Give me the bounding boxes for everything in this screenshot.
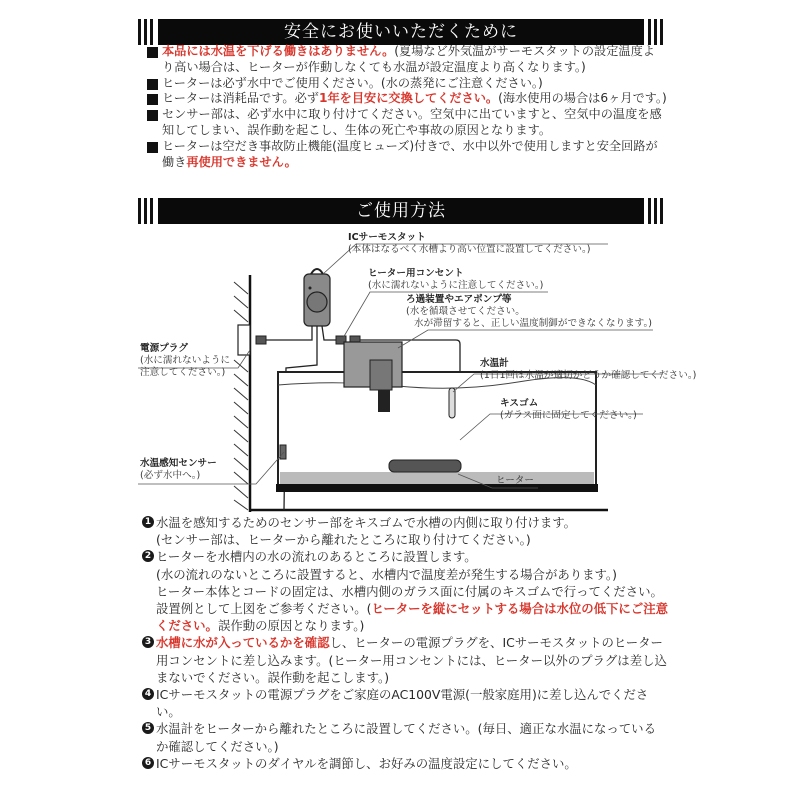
warning-text: ヒーターを縦にセットする場合は水位の低下にご注意ください。 (156, 601, 668, 634)
safety-text: センサー部は、必ず水中に取り付けてください。空気中に出ていますと、空気中の温度を感知してしまい、誤作動を起こし、生体の死亡や事故の原因となります。 (162, 107, 662, 137)
setup-diagram (138, 230, 697, 512)
safety-section-banner (138, 19, 664, 45)
step-number-icon: 6 (142, 757, 154, 769)
bullet-square-icon (147, 142, 158, 153)
label-thermometer: 水温計 (1日1回は水温が適切かどうか確認してください。) (480, 358, 697, 381)
label-sensor: 水温感知センサー (必ず水中へ。) (140, 458, 217, 481)
step-number-icon: 5 (142, 722, 154, 734)
bullet-square-icon (147, 110, 158, 121)
bullet-square-icon (147, 47, 158, 58)
label-thermostat: ICサーモスタット (本体はなるべく水槽より高い位置に設置してください。) (348, 232, 591, 255)
step-item: 1 水温を感知するためのセンサー部をキスゴムで水槽の内側に取り付けます。 (センサー部は、ヒーターから離れたところに取り付けてください。) (142, 514, 668, 548)
banner-stripes-right (648, 19, 664, 45)
banner-stripes-left (138, 198, 154, 224)
usage-section-banner (138, 198, 664, 224)
label-power-plug: 電源プラグ (水に濡れないように 注意してください。) (140, 343, 231, 378)
step-number-icon: 4 (142, 688, 154, 700)
banner-stripes-left (138, 19, 154, 45)
label-heater: ヒーター (496, 475, 534, 486)
step-item: 6 ICサーモスタットのダイヤルを調節し、お好みの温度設定にしてください。 (142, 755, 668, 772)
warning-text: 再使用できません。 (186, 154, 297, 169)
step-item: 4 ICサーモスタットの電源プラグをご家庭のAC100V電源(一般家庭用)に差し込んでください。 (142, 686, 668, 720)
label-heater-outlet: ヒーター用コンセント (水に濡れないように注意してください。) (368, 268, 544, 291)
safety-item (147, 91, 667, 107)
safety-item (147, 139, 667, 171)
safety-item (147, 76, 667, 92)
step-number-icon: 1 (142, 516, 154, 528)
label-filter: ろ過装置やエアポンプ等 (水を循環させてください。 水が滞留すると、正しい温度制御ができなくなります。) (406, 294, 653, 329)
safety-text: ヒーターは空だき事故防止機能(温度ヒューズ)付きで、水中以外で使用しますと安全回路が働き (162, 138, 658, 169)
banner-stripes-right (648, 198, 664, 224)
safety-item (147, 44, 667, 76)
safety-section-title: 安全にお使いいただくために (158, 19, 644, 45)
warning-text: 水槽に水が入っているかを確認 (156, 635, 330, 651)
step-item: 2 ヒーターを水槽内の水の流れのあるところに設置します。 (水の流れのないところに設置すると、水槽内で温度差が発生する場合があります。) ヒーター本体とコードの固定は、水槽内側のガラス面に付属のキスゴムで行ってください。設置例として上図をご参考ください。(ヒーターを縦にセットする場合は水位の低下にご注意ください。誤作動の原因となります。) (142, 548, 668, 634)
warning-text: 1年を目安に交換してください。 (318, 91, 499, 106)
usage-section-title: ご使用方法 (158, 198, 644, 224)
safety-text: ヒーターは必ず水中でご使用ください。(水の蒸発にご注意ください。) (162, 75, 543, 90)
step-item: 5 水温計をヒーターから離れたところに設置してください。(毎日、適正な水温になっているか確認してください。) (142, 720, 668, 754)
step-number-icon: 2 (142, 550, 154, 562)
bullet-square-icon (147, 94, 158, 105)
label-suction-cup: キスゴム (ガラス面に固定してください。) (500, 398, 637, 421)
usage-steps (142, 514, 668, 772)
safety-text: ヒーターは消耗品です。必ず (162, 91, 319, 106)
step-number-icon: 3 (142, 636, 154, 648)
note-text: (夏場など外気温がサーモスタットの設定温度より高い場合は、ヒーターが作動しなくても水温が設定温度より高くなります。) (162, 44, 655, 74)
safety-list (147, 44, 667, 170)
step-item: 3 水槽に水が入っているかを確認し、ヒーターの電源プラグを、ICサーモスタットのヒーター用コンセントに差し込みます。(ヒーター用コンセントには、ヒーター以外のプラグは差し込まないでください。誤作動を起こします。) (142, 634, 668, 686)
note-text: (海水使用の場合は6ヶ月です。) (498, 91, 667, 106)
warning-text: 本品には水温を下げる働きはありません。 (162, 44, 395, 58)
safety-item (147, 107, 667, 139)
bullet-square-icon (147, 79, 158, 90)
